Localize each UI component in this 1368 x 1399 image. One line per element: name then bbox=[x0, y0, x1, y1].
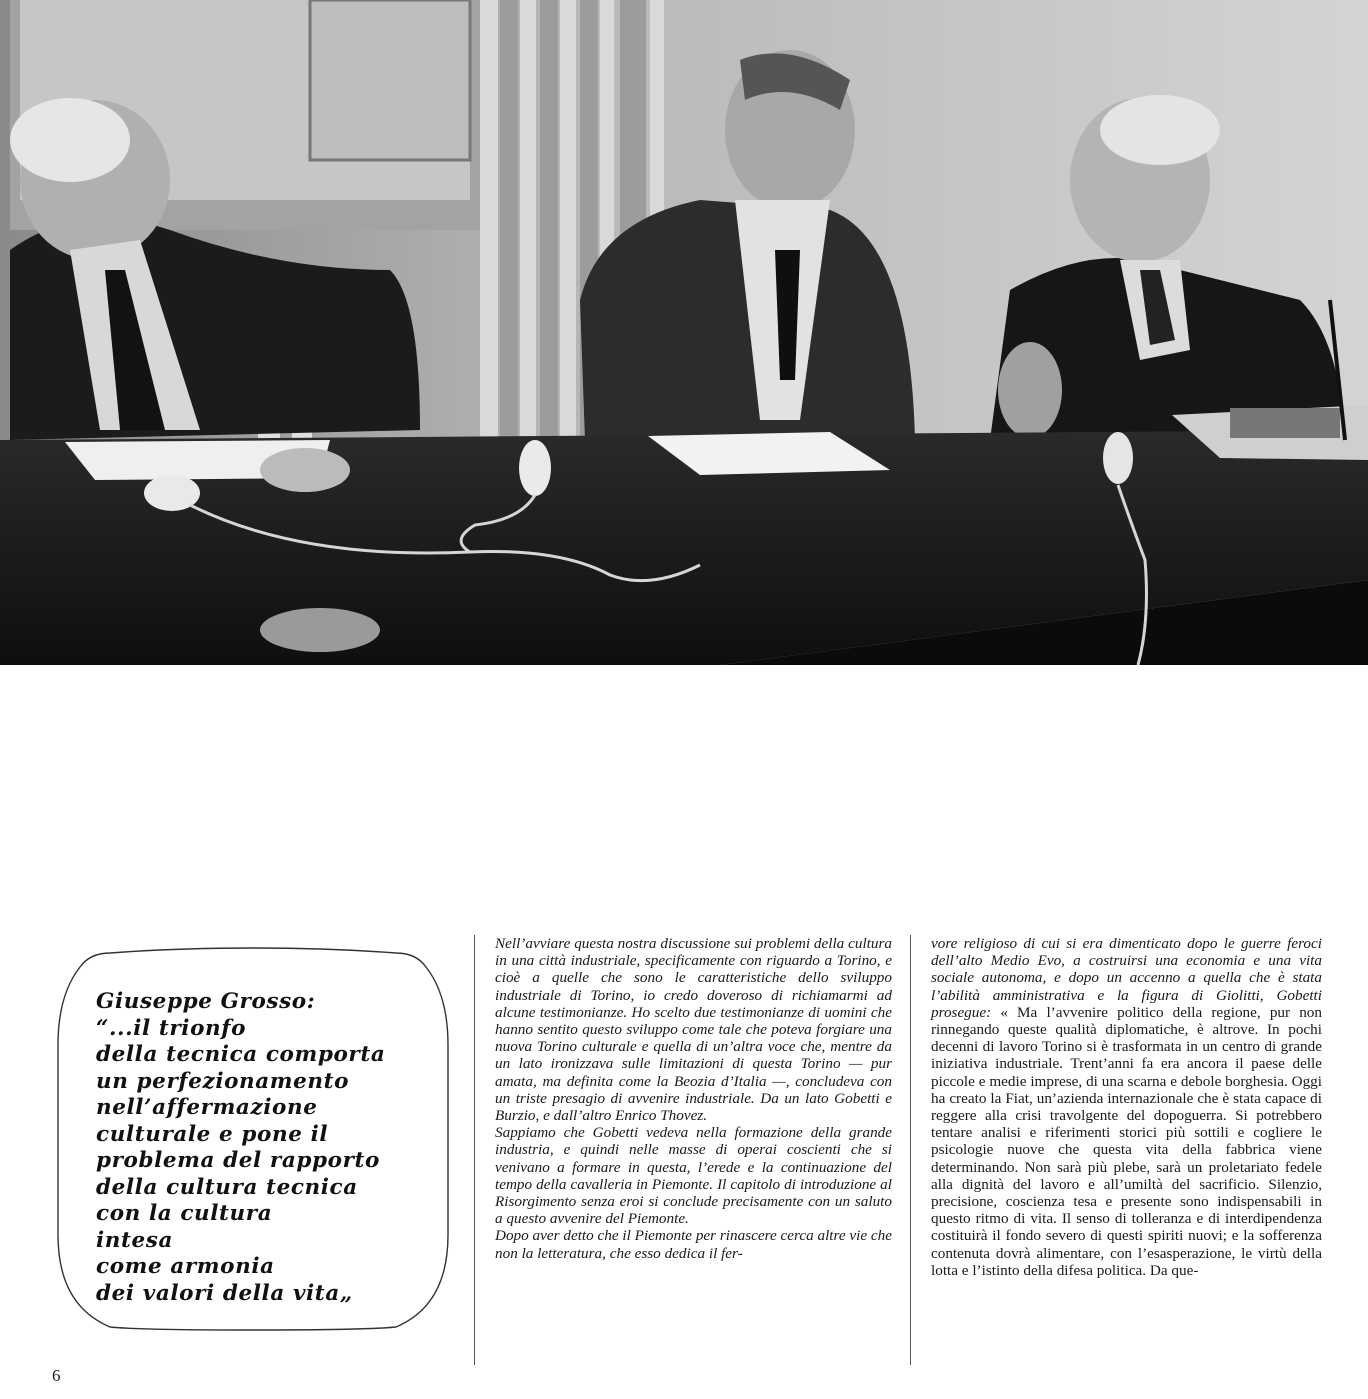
quote-line: intesa bbox=[96, 1227, 174, 1253]
quote-line: “...il trionfo bbox=[96, 1015, 247, 1041]
quote-line: problema del rapporto bbox=[96, 1148, 380, 1173]
article-quoted-text: « Ma l’avvenire politico della regione, pur non rinnegando queste qualità diplomatiche, è altrove. In pochi decenni di lavoro Torino si è trasformata in un centro di grande iniziativa industriale. Trent’anni fa era ancora il paese delle piccole e medie imprese, di una scarna e debole borghesia. Oggi ha creato la Fiat, un’azienda internazionale che è stata capace di reggere alla crisi travolgente del dopoguerra. Si potrebbero tentare analisi e riferimenti storici più sottili e cogliere le psicologie nuove che questa vita della fabbrica viene determinando. Non sarà più plebe, sarà un proletariato fedele alla dignità del lavoro e all’umiltà del sacrificio. Silenzio, precisione, coscienza tesa e presente sono indispensabili in questo ritmo di vita. Il senso di tolleranza e di interdipendenza costituirà il fondo severo di questi spiriti nuovi; e la sofferenza contenuta dovrà alimentare, con l’esasperazione, le virtù della lotta e l’istinto della difesa politica. Da que- bbox=[931, 1003, 1322, 1279]
column-divider bbox=[910, 935, 911, 1365]
pull-quote-text bbox=[96, 989, 446, 1307]
article-column-1 bbox=[495, 935, 892, 1262]
pull-quote-box bbox=[50, 945, 456, 1333]
quote-line: nell’affermazione bbox=[96, 1095, 318, 1120]
quote-line: come armonia bbox=[96, 1254, 275, 1279]
article-paragraph: Sappiamo che Gobetti vedeva nella formazione della grande industria, e quindi nelle masse di operai coscienti che si venivano a formare in questa, l’erede e la continuazione del tempo della cavalleria in Piemonte. Il capitolo di introduzione al Risorgimento senza eroi si conclude precisamente con un saluto a questo avvenire del Piemonte. bbox=[495, 1124, 892, 1228]
quote-line: un perfezionamento bbox=[96, 1068, 350, 1094]
quote-line: della tecnica comporta bbox=[96, 1042, 386, 1067]
article-paragraph: Dopo aver detto che il Piemonte per rinascere cerca altre vie che non la letteratura, che esso dedica il fer- bbox=[495, 1227, 892, 1262]
meeting-photo-icon bbox=[0, 0, 1368, 665]
quote-line: dei valori della vita„ bbox=[96, 1280, 353, 1306]
quote-line: con la cultura bbox=[96, 1201, 273, 1226]
quote-line: culturale e pone il bbox=[96, 1121, 329, 1147]
quote-line: Giuseppe Grosso: bbox=[96, 989, 316, 1014]
article-paragraph: Nell’avviare questa nostra discussione sui problemi della cultura in una città industriale, specificamente con riguardo a Torino, e cioè a quelle che sono le caratteristiche dello sviluppo industriale di Torino, io credo doveroso di richiamarmi ad alcune testimonianze. Ho scelto due testimonianze di uomini che hanno sentito questo sviluppo come tale che poteva forgiare una nuova Torino culturale e quella di un’altra voce che, mentre da un lato ironizzava sulle limitazioni di questa Torino — pur amata, ma definita come la Beozia d’Italia —, concludeva con un triste presagio di avvenire industriale. Da un lato Gobetti e Burzio, e dall’altro Enrico Thovez. bbox=[495, 935, 892, 1125]
meeting-photo bbox=[0, 0, 1368, 665]
article-column-2 bbox=[931, 935, 1322, 1279]
article-italic-text: vore religioso di cui si era dimenticato dopo le guerre feroci dell’alto Medio Evo, a costruirsi una economia e una vita sociale autonoma, e dopo un accenno a quella che è stata l’abilità amministrativa e la figura di Giolitti, Gobetti prosegue: bbox=[931, 935, 1322, 1021]
article-paragraph bbox=[931, 935, 1322, 1279]
page-number: 6 bbox=[52, 1366, 61, 1385]
column-divider bbox=[474, 935, 475, 1365]
quote-line: della cultura tecnica bbox=[96, 1174, 358, 1200]
